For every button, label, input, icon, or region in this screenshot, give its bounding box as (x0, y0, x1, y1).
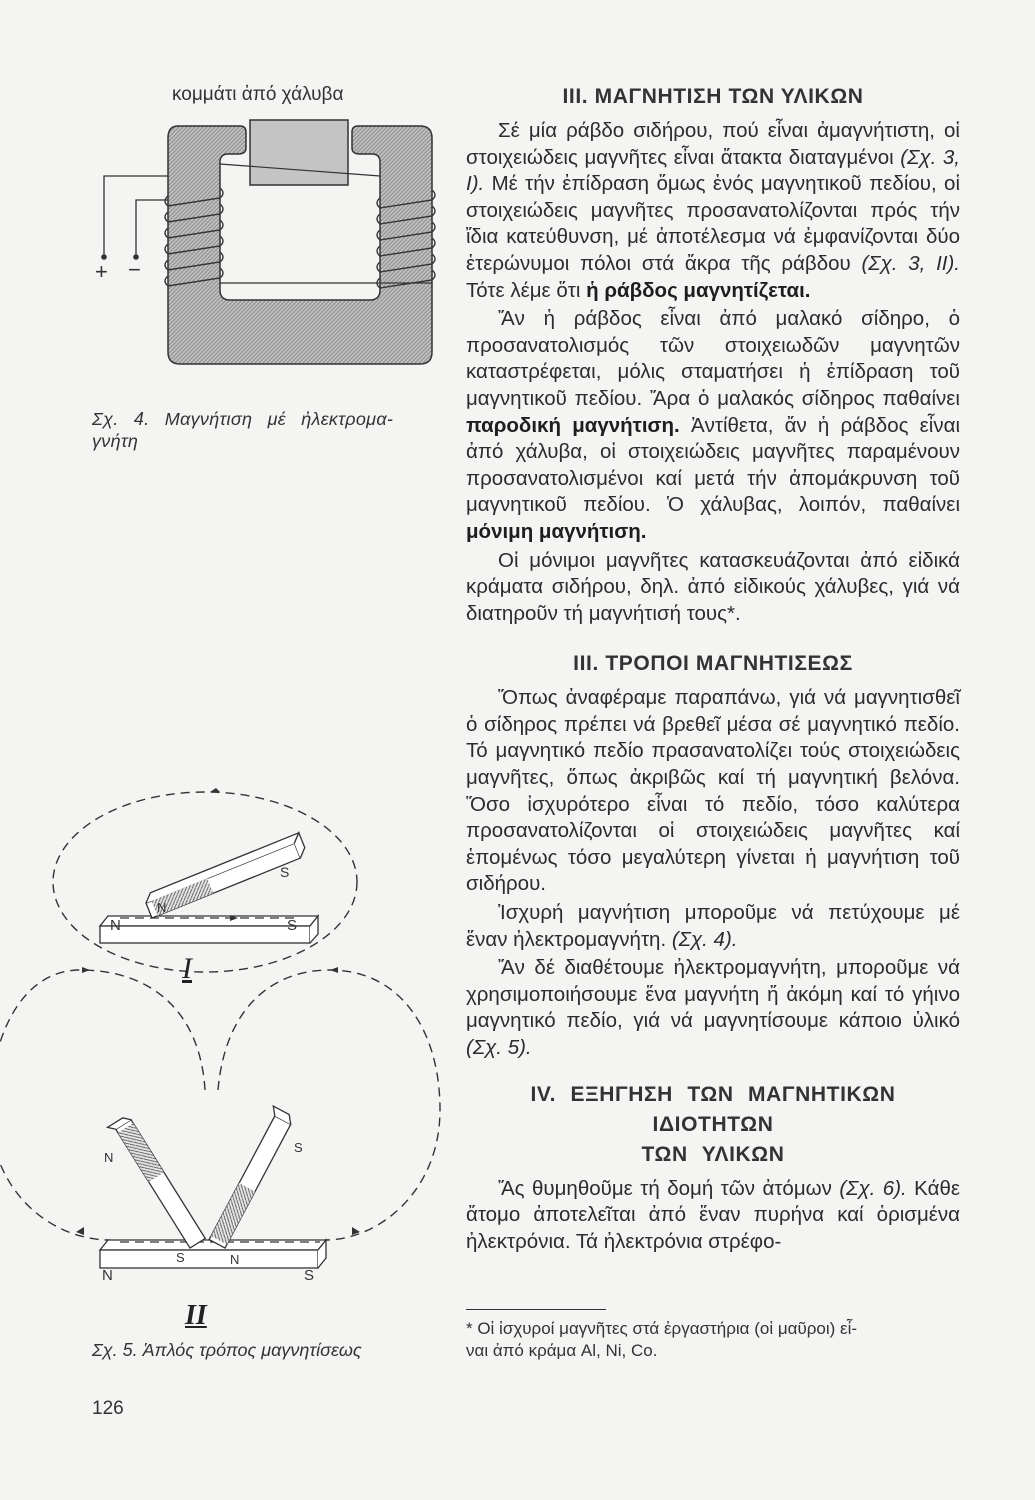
figure-reference: (Σχ. 5). (466, 1036, 532, 1059)
figure-reference: (Σχ. 4). (671, 927, 738, 951)
part1-base-south-pole: S (287, 917, 298, 934)
emphasis-permanent-magnetization: μόνιμη μαγνήτιση. (466, 519, 647, 543)
part2-right-south-pole: S (294, 1140, 303, 1155)
heading-line1: IV. ΕΞΗΓΗΣΗ ΤΩΝ ΜΑΓΝΗΤΙΚΩΝ ΙΔΙΟΤΗΤΩΝ (530, 1082, 896, 1136)
text: Ἄς θυμηθοῦμε τή δομή τῶν ἀτόμων (498, 1176, 840, 1200)
magnetization-diagram (0, 770, 450, 1330)
section1-paragraph3: Οἱ μόνιμοι μαγνῆτες κατασκευάζονται ἀπό εἰδικά κράματα σιδήρου, δηλ. ἀπό εἰδικούς χάλυβες, γιά νά διατηροῦν τή μαγνήτισή τους*. (466, 548, 960, 625)
fig5-caption: Σχ. 5. Ἁπλός τρόπος μαγνητίσεως (92, 1340, 362, 1360)
text: Μέ τήν ἐπίδραση ὅμως ἑνός μαγνητικοῦ πεδίου, οἱ στοιχειώδεις μαγνῆτες προσανατολίζονται πρός τήν ἴδια κατεύθυνση, μέ ἀποτέλεσμα νά ἐμφανίζονται δύο ἑτερώνυμοι πόλοι στά ἄκρα τῆς ράβδου (466, 172, 960, 275)
footnote-line2: ναι ἀπό κράμα Al, Ni, Co. (466, 1341, 658, 1360)
figure-reference: (Σχ. 3, Ι). (466, 145, 960, 196)
figure-reference: (Σχ. 3, ΙΙ). (861, 251, 960, 275)
part2-base-south-pole: S (304, 1267, 315, 1284)
electromagnet-diagram (90, 112, 450, 382)
text: Τότε λέμε ὅτι (466, 278, 587, 302)
fig4-caption-line1: Σχ. 4. Μαγνήτιση μέ ἠλεκτρομα- (92, 409, 394, 429)
part1-tilted-south-pole: S (280, 864, 290, 880)
part2-left-north-pole: N (104, 1150, 114, 1165)
section2-paragraph3 (466, 955, 960, 1061)
part1-base-north-pole: N (110, 917, 121, 934)
section-heading-methods: III. ΤΡΟΠΟΙ ΜΑΓΝΗΤΙΣΕΩΣ (573, 652, 853, 676)
fig5-part1 (53, 788, 357, 972)
section-heading-magnetization: III. ΜΑΓΝΗΤΙΣΗ ΤΩΝ ΥΛΙΚΩΝ (562, 85, 864, 108)
figure-reference: (Σχ. 6). (839, 1176, 907, 1200)
text: Κάθε ἄτομο ἀποτελεῖται ἀπό ἕναν πυρήνα καί ὁρισμένα ἠλεκτρόνια. Τά ἠλεκτρόνια στρέφο- (466, 1176, 960, 1253)
plus-sign: + (95, 259, 108, 284)
page-number: 126 (92, 1398, 124, 1419)
text: Ἰσχυρή μαγνήτιση μποροῦμε νά πετύχουμε μέ ἕναν ἠλεκτρομαγνήτη. (466, 901, 960, 951)
fig4-caption (92, 408, 432, 452)
fig4-caption-line2: γνήτη (92, 431, 139, 451)
part2-label: II (185, 1300, 207, 1331)
text: Ἄν ἡ ράβδος εἶναι ἀπό μαλακό σίδηρο, ὁ προσανατολισμός τῶν στοιχειωδῶν μαγνητῶν καταστρέφεται, μόλις σταματήσει ἡ ἐπίδραση τοῦ μαγνητικοῦ πεδίου. Ἄρα ὁ μαλακός σίδηρος παθαίνει (466, 307, 960, 410)
footnote (466, 1318, 960, 1362)
part1-tilted-north-pole: N (157, 900, 167, 915)
steel-piece (250, 120, 348, 185)
section-heading-explanation (466, 1080, 960, 1170)
heading-line2: ΤΩΝ ΥΛΙΚΩΝ (641, 1142, 785, 1166)
part2-left-south-pole: S (176, 1250, 185, 1265)
section2-paragraph2 (466, 900, 960, 953)
section1-paragraph2 (466, 306, 960, 545)
section2-paragraph1: Ὅπως ἀναφέραμε παραπάνω, γιά νά μαγνητισθεῖ ὁ σίδηρος πρέπει νά βρεθεῖ μέσα σέ μαγνητικό πεδίο. Τό μαγνητικό πεδίο πρασανατολίζει τούς στοιχειώδεις μαγνῆτες, ὅπως ἀκριβῶς καί τή μαγνητική βελόνα. Ὅσο ἰσχυρότερο εἶναι τό πεδίο, τόσο καλύτερα προσανατολίζονται οἱ στοιχειώδεις μαγνῆτες καί ἑπομένως τόσο μεγαλύτερη γίνεται ἡ μαγνήτιση τοῦ σιδήρου. (466, 686, 960, 896)
part2-base-north-pole: N (102, 1267, 113, 1284)
footnote-line1: * Οἱ ἰσχυροί μαγνῆτες στά ἐργαστήρια (οἱ μαῦροι) εἶ- (466, 1319, 858, 1338)
main-text-column (466, 82, 960, 1255)
part1-label: I (182, 952, 192, 985)
section3-paragraph1 (466, 1176, 960, 1256)
fig4-steel-piece-label: κομμάτι ἀπό χάλυβα (172, 84, 344, 105)
fig5-part2 (0, 967, 440, 1268)
text: Ἄν δέ διαθέτουμε ἠλεκτρομαγνήτη, μποροῦμε νά χρησιμοποιήσουμε ἕνα μαγνήτη ἤ ἀκόμη καί τό γήινο μαγνητικό πεδίο, γιά νά μαγνητίσουμε κάποιο ὑλικό (466, 956, 960, 1033)
section1-paragraph1 (466, 118, 960, 304)
emphasis: ἡ ράβδος μαγνητίζεται. (586, 278, 811, 302)
emphasis-temporary-magnetization: παροδική μαγνήτιση. (466, 413, 680, 437)
text: Σέ μία ράβδο σιδήρου, πού εἶναι ἀμαγνήτιστη, οἱ στοιχειώδεις μαγνῆτες εἶναι ἄτακτα διαταγμένοι (466, 119, 960, 169)
part2-right-north-pole: N (230, 1252, 240, 1267)
text: Ἀντίθετα, ἄν ἡ ράβδος εἶναι ἀπό χάλυβα, οἱ στοιχειώδεις μαγνῆτες παραμένουν προσανατολισμένοι καί μετά τήν ἀπομάκρυνση τοῦ μαγνητικοῦ πεδίου. Ὁ χάλυβας, λοιπόν, παθαίνει (466, 413, 961, 517)
minus-sign: − (128, 257, 141, 282)
footnote-divider (466, 1309, 606, 1310)
